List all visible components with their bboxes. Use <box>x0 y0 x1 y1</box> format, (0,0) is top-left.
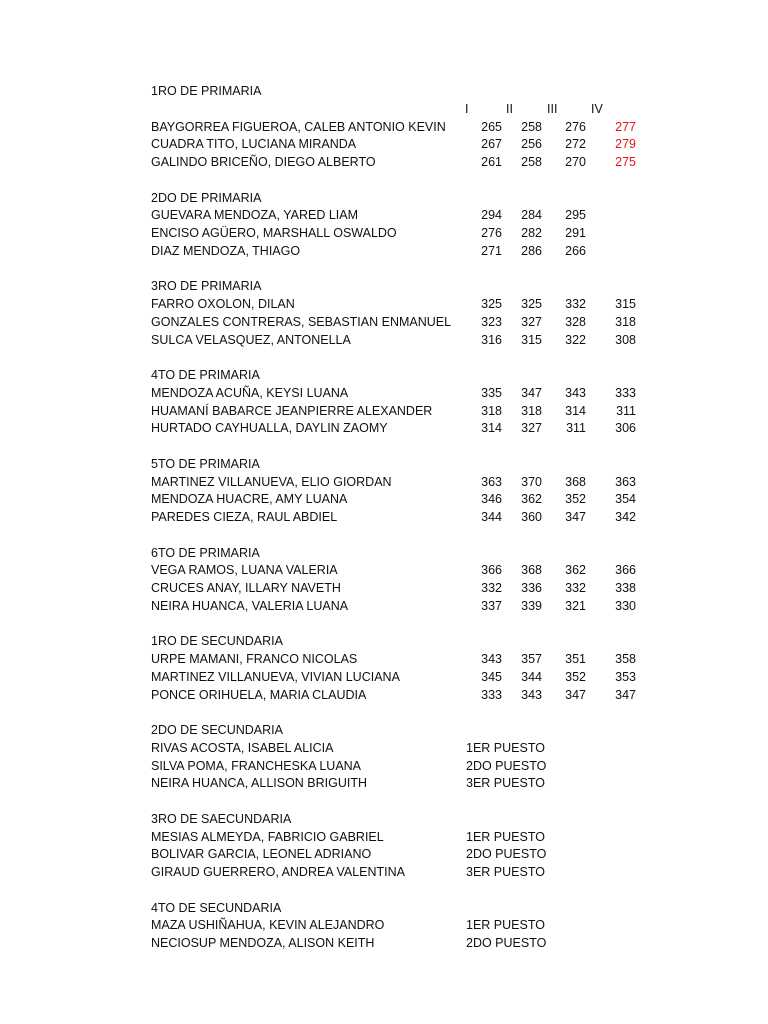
score-cell: 318 <box>521 403 542 418</box>
score-cell: 347 <box>615 687 636 702</box>
student-name: GIRAUD GUERRERO, ANDREA VALENTINA <box>151 865 405 879</box>
student-name: NEIRA HUANCA, ALLISON BRIGUITH <box>151 776 368 791</box>
score-cell: 342 <box>615 510 636 524</box>
score-cell: 363 <box>615 474 636 489</box>
student-row <box>151 917 711 935</box>
student-name: DIAZ MENDOZA, THIAGO <box>151 243 301 258</box>
student-row <box>151 687 711 705</box>
score-cell: 327 <box>521 421 542 436</box>
section-spacer <box>151 349 711 367</box>
score-cell: 330 <box>615 598 636 613</box>
score-cell: 314 <box>481 421 502 436</box>
score-cell: 332 <box>565 297 586 311</box>
score-cell: 327 <box>521 314 542 329</box>
score-cell: 258 <box>521 119 542 134</box>
score-cell: 357 <box>521 652 542 666</box>
student-name: HURTADO CAYHUALLA, DAYLIN ZAOMY <box>151 421 388 436</box>
student-row <box>151 491 711 509</box>
score-cell: 275 <box>615 155 636 169</box>
column-header: II <box>506 101 513 116</box>
section-spacer <box>151 438 711 456</box>
document-page <box>151 83 711 953</box>
student-row <box>151 420 711 438</box>
score-cell: 347 <box>565 687 586 702</box>
section-spacer <box>151 261 711 279</box>
student-name: RIVAS ACOSTA, ISABEL ALICIA <box>151 740 334 755</box>
score-cell: 347 <box>565 510 586 524</box>
score-cell: 353 <box>615 669 636 684</box>
score-cell: 311 <box>566 421 586 436</box>
score-cell: 279 <box>615 137 636 152</box>
score-cell: 258 <box>521 155 542 169</box>
student-row <box>151 509 711 527</box>
student-row <box>151 775 711 793</box>
student-name: MAZA USHIÑAHUA, KEVIN ALEJANDRO <box>151 918 385 933</box>
score-cell: 338 <box>615 581 636 595</box>
score-cell: 345 <box>481 669 502 684</box>
score-cell: 362 <box>521 492 542 507</box>
score-cell: 322 <box>565 332 586 347</box>
student-row <box>151 403 711 421</box>
placement-label: 1ER PUESTO <box>466 918 545 933</box>
student-name: SILVA POMA, FRANCHESKA LUANA <box>151 758 362 773</box>
score-cell: 308 <box>615 332 636 347</box>
student-name: NECIOSUP MENDOZA, ALISON KEITH <box>151 936 375 950</box>
score-cell: 354 <box>615 492 636 507</box>
student-name: CUADRA TITO, LUCIANA MIRANDA <box>151 137 357 152</box>
section-title: 5TO DE PRIMARIA <box>151 456 260 471</box>
score-cell: 336 <box>521 581 542 595</box>
placement-label: 3ER PUESTO <box>466 776 545 791</box>
score-cell: 368 <box>521 563 542 578</box>
score-cell: 271 <box>481 243 502 258</box>
score-cell: 343 <box>481 652 502 666</box>
score-cell: 270 <box>565 155 586 169</box>
score-cell: 277 <box>615 119 636 134</box>
student-name: BOLIVAR GARCIA, LEONEL ADRIANO <box>151 847 372 862</box>
section-title: 6TO DE PRIMARIA <box>151 545 260 560</box>
student-row <box>151 580 711 598</box>
student-row <box>151 207 711 225</box>
score-cell: 332 <box>565 581 586 595</box>
student-name: MARTINEZ VILLANUEVA, VIVIAN LUCIANA <box>151 669 400 684</box>
column-header: I <box>465 101 469 116</box>
score-cell: 370 <box>521 474 542 489</box>
score-cell: 332 <box>481 581 502 595</box>
student-name: ENCISO AGÜERO, MARSHALL OSWALDO <box>151 226 397 240</box>
student-row <box>151 829 711 847</box>
score-cell: 261 <box>481 155 502 169</box>
placement-label: 1ER PUESTO <box>466 740 545 755</box>
section-title: 3RO DE PRIMARIA <box>151 279 262 294</box>
placement-label: 3ER PUESTO <box>466 865 545 879</box>
student-name: MENDOZA ACUÑA, KEYSI LUANA <box>151 385 349 400</box>
score-cell: 282 <box>521 226 542 240</box>
score-cell: 333 <box>615 385 636 400</box>
score-cell: 265 <box>481 119 502 134</box>
score-cell: 284 <box>521 208 542 223</box>
score-cell: 315 <box>615 297 636 311</box>
student-name: NEIRA HUANCA, VALERIA LUANA <box>151 598 349 613</box>
student-row <box>151 598 711 616</box>
score-cell: 295 <box>565 208 586 223</box>
score-cell: 343 <box>521 687 542 702</box>
section-title: 4TO DE SECUNDARIA <box>151 900 282 915</box>
student-row <box>151 935 711 953</box>
score-cell: 315 <box>521 332 542 347</box>
section-spacer <box>151 172 711 190</box>
student-name: HUAMANÍ BABARCE JEANPIERRE ALEXANDER <box>151 403 433 418</box>
student-row <box>151 758 711 776</box>
score-cell: 306 <box>615 421 636 436</box>
score-cell: 276 <box>565 119 586 134</box>
score-cell: 266 <box>565 243 586 258</box>
student-name: SULCA VELASQUEZ, ANTONELLA <box>151 332 351 347</box>
student-row <box>151 296 711 314</box>
student-row <box>151 243 711 261</box>
score-cell: 337 <box>481 598 502 613</box>
score-cell: 346 <box>481 492 502 507</box>
score-cell: 256 <box>521 137 542 152</box>
section-spacer <box>151 616 711 634</box>
score-cell: 272 <box>565 137 586 152</box>
score-cell: 363 <box>481 474 502 489</box>
student-row <box>151 385 711 403</box>
student-row <box>151 332 711 350</box>
student-row <box>151 474 711 492</box>
score-cell: 366 <box>481 563 502 578</box>
score-cell: 294 <box>481 208 502 223</box>
student-name: URPE MAMANI, FRANCO NICOLAS <box>151 652 358 666</box>
section-spacer <box>151 527 711 545</box>
section-title: 2DO DE SECUNDARIA <box>151 723 283 737</box>
score-cell: 325 <box>521 297 542 311</box>
score-cell: 368 <box>565 474 586 489</box>
student-name: GONZALES CONTRERAS, SEBASTIAN ENMANUEL <box>151 314 452 329</box>
student-row <box>151 154 711 172</box>
student-row <box>151 562 711 580</box>
score-cell: 286 <box>521 243 542 258</box>
student-row <box>151 136 711 154</box>
score-cell: 344 <box>521 669 542 684</box>
student-name: GUEVARA MENDOZA, YARED LIAM <box>151 208 358 223</box>
score-cell: 318 <box>481 403 502 418</box>
student-row <box>151 740 711 758</box>
column-header-row <box>151 101 711 119</box>
section-spacer <box>151 882 711 900</box>
placement-label: 2DO PUESTO <box>466 758 547 773</box>
section-title: 3RO DE SAECUNDARIA <box>151 811 292 826</box>
score-cell: 291 <box>565 226 586 240</box>
student-row <box>151 651 711 669</box>
section-title: 4TO DE PRIMARIA <box>151 368 260 382</box>
student-name: CRUCES ANAY, ILLARY NAVETH <box>151 581 341 595</box>
student-row <box>151 846 711 864</box>
score-cell: 311 <box>616 403 636 418</box>
score-cell: 339 <box>521 598 542 613</box>
score-cell: 276 <box>481 226 502 240</box>
score-cell: 358 <box>615 652 636 666</box>
student-row <box>151 119 711 137</box>
student-name: GALINDO BRICEÑO, DIEGO ALBERTO <box>151 155 376 169</box>
score-cell: 321 <box>565 598 586 613</box>
score-cell: 344 <box>481 510 502 524</box>
score-cell: 325 <box>481 297 502 311</box>
score-cell: 362 <box>565 563 586 578</box>
student-name: PONCE ORIHUELA, MARIA CLAUDIA <box>151 687 367 702</box>
score-cell: 347 <box>521 385 542 400</box>
student-name: MARTINEZ VILLANUEVA, ELIO GIORDAN <box>151 474 392 489</box>
placement-label: 2DO PUESTO <box>466 936 547 950</box>
score-cell: 333 <box>481 687 502 702</box>
section-title: 1RO DE PRIMARIA <box>151 84 262 98</box>
score-cell: 267 <box>481 137 502 152</box>
score-cell: 366 <box>615 563 636 578</box>
placement-label: 1ER PUESTO <box>466 829 545 844</box>
student-name: BAYGORREA FIGUEROA, CALEB ANTONIO KEVIN <box>151 119 446 134</box>
placement-label: 2DO PUESTO <box>466 847 547 862</box>
score-cell: 328 <box>565 314 586 329</box>
student-name: PAREDES CIEZA, RAUL ABDIEL <box>151 510 338 524</box>
score-cell: 314 <box>565 403 586 418</box>
student-row <box>151 864 711 882</box>
student-name: MENDOZA HUACRE, AMY LUANA <box>151 492 348 507</box>
student-name: FARRO OXOLON, DILAN <box>151 297 295 311</box>
student-row <box>151 314 711 332</box>
score-cell: 316 <box>481 332 502 347</box>
student-name: MESIAS ALMEYDA, FABRICIO GABRIEL <box>151 829 384 844</box>
column-header: IV <box>591 101 603 116</box>
section-spacer <box>151 704 711 722</box>
section-title: 1RO DE SECUNDARIA <box>151 634 283 649</box>
column-header: III <box>547 101 558 116</box>
student-row <box>151 225 711 243</box>
section-title: 2DO DE PRIMARIA <box>151 190 262 205</box>
score-cell: 318 <box>615 314 636 329</box>
score-cell: 360 <box>521 510 542 524</box>
score-cell: 335 <box>481 385 502 400</box>
student-name: VEGA RAMOS, LUANA VALERIA <box>151 563 338 578</box>
score-cell: 351 <box>565 652 586 666</box>
score-cell: 343 <box>565 385 586 400</box>
score-cell: 352 <box>565 669 586 684</box>
student-row <box>151 669 711 687</box>
score-cell: 352 <box>565 492 586 507</box>
score-cell: 323 <box>481 314 502 329</box>
section-spacer <box>151 793 711 811</box>
